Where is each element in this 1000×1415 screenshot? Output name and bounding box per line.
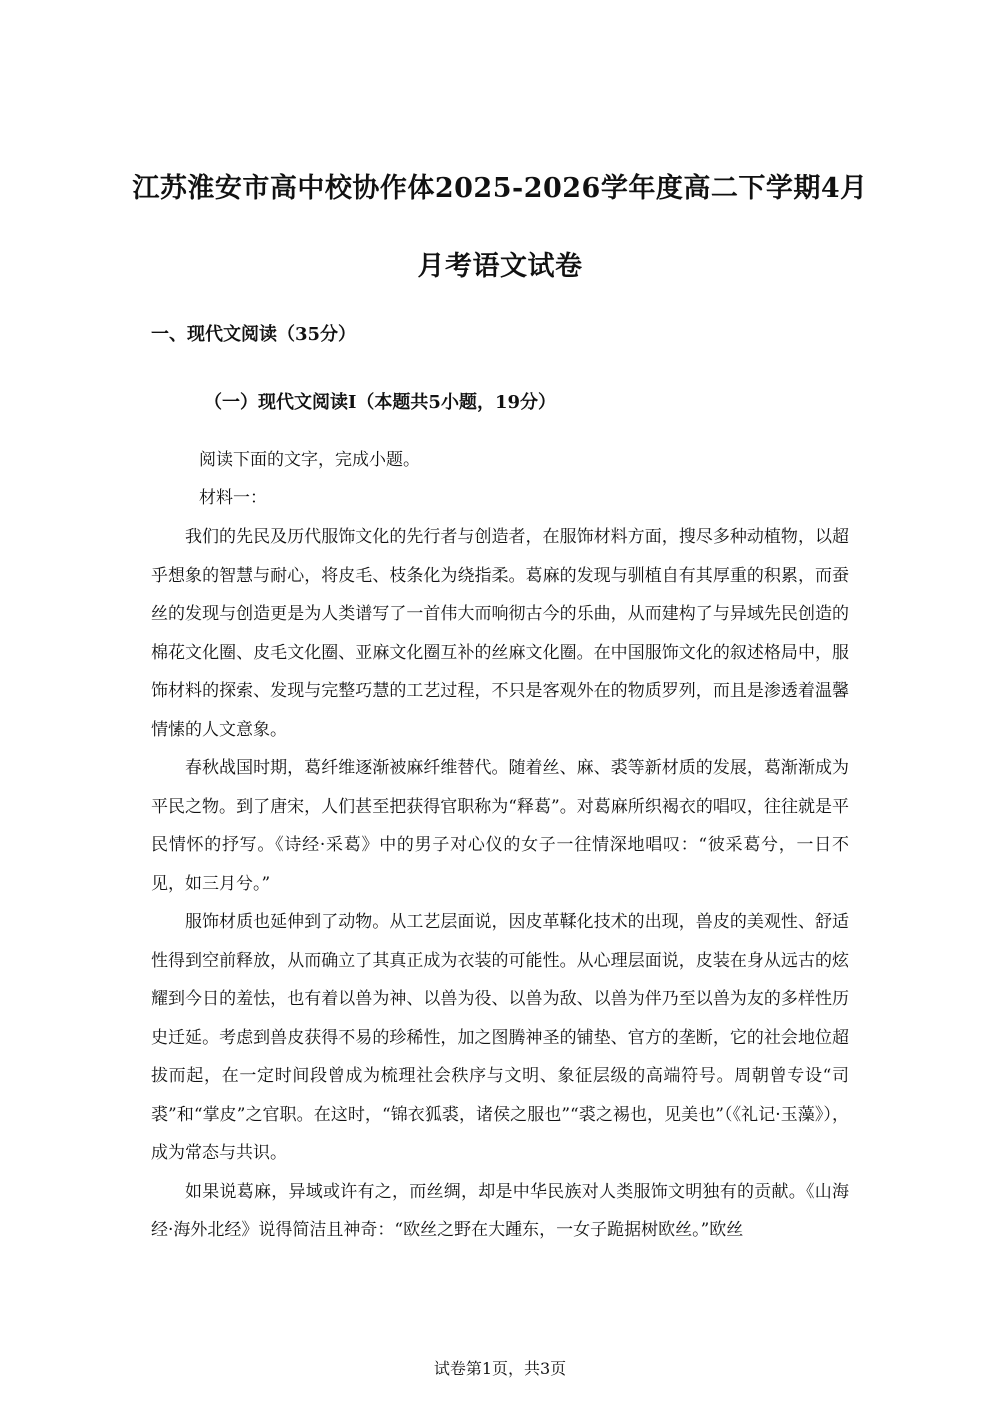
section-heading: 一、现代文阅读（35分） [151,324,357,345]
paragraph: 服饰材质也延伸到了动物。从工艺层面说，因皮革鞣化技术的出现，兽皮的美观性、舒适性得到空前释放，从而确立了其真正成为衣装的可能性。从心理层面说，皮装在身从远古的炫耀到今日的羞怯，也有着以兽为神、以兽为役、以兽为敌、以兽为伴乃至以兽为友的多样性历史迁延。考虑到兽皮获得不易的珍稀性，加之图腾神圣的铺垫、官方的垄断，它的社会地位超拔而起，在一定时间段曾成为梳理社会秩序与文明、象征层级的高端符号。周朝曾专设“司裘”和“掌皮”之官职。在这时，“锦衣狐裘，诸侯之服也”“裘之裼也，见美也”（《礼记·玉藻》），成为常态与共识。 [151,912,849,1163]
paragraph: 如果说葛麻，异域或许有之，而丝绸，却是中华民族对人类服饰文明独有的贡献。《山海经·海外北经》说得简洁且神奇：“欧丝之野在大踵东，一女子跪据树欧丝。”欧丝 [151,1181,849,1240]
paragraph: 春秋战国时期，葛纤维逐渐被麻纤维替代。随着丝、麻、裘等新材质的发展，葛渐渐成为平民之物。到了唐宋，人们甚至把获得官职称为“释葛”。对葛麻所织褐衣的唱叹，往往就是平民情怀的抒写。《诗经·采葛》中的男子对心仪的女子一往情深地唱叹：“彼采葛兮，一日不见，如三月兮。” [151,758,849,894]
page-footer: 试卷第1页，共3页 [433,1359,567,1378]
reading-instruction: 阅读下面的文字，完成小题。 [199,450,420,470]
exam-title-line-1: 江苏淮安市高中校协作体2025-2026学年度高二下学期4月 [132,173,868,204]
material-body [151,518,849,1250]
sub-section-heading: （一）现代文阅读Ⅰ（本题共5小题，19分） [204,392,556,413]
exam-title-line-2: 月考语文试卷 [417,251,583,282]
paragraph: 我们的先民及历代服饰文化的先行者与创造者，在服饰材料方面，搜尽多种动植物，以超乎想象的智慧与耐心，将皮毛、枝条化为绕指柔。葛麻的发现与驯植自有其厚重的积累，而蚕丝的发现与创造更是为人类谱写了一首伟大而响彻古今的乐曲，从而建构了与异域先民创造的棉花文化圈、皮毛文化圈、亚麻文化圈互补的丝麻文化圈。在中国服饰文化的叙述格局中，服饰材料的探索、发现与完整巧慧的工艺过程，不只是客观外在的物质罗列，而且是渗透着温馨情愫的人文意象。 [151,527,849,740]
material-label: 材料一： [199,488,267,508]
